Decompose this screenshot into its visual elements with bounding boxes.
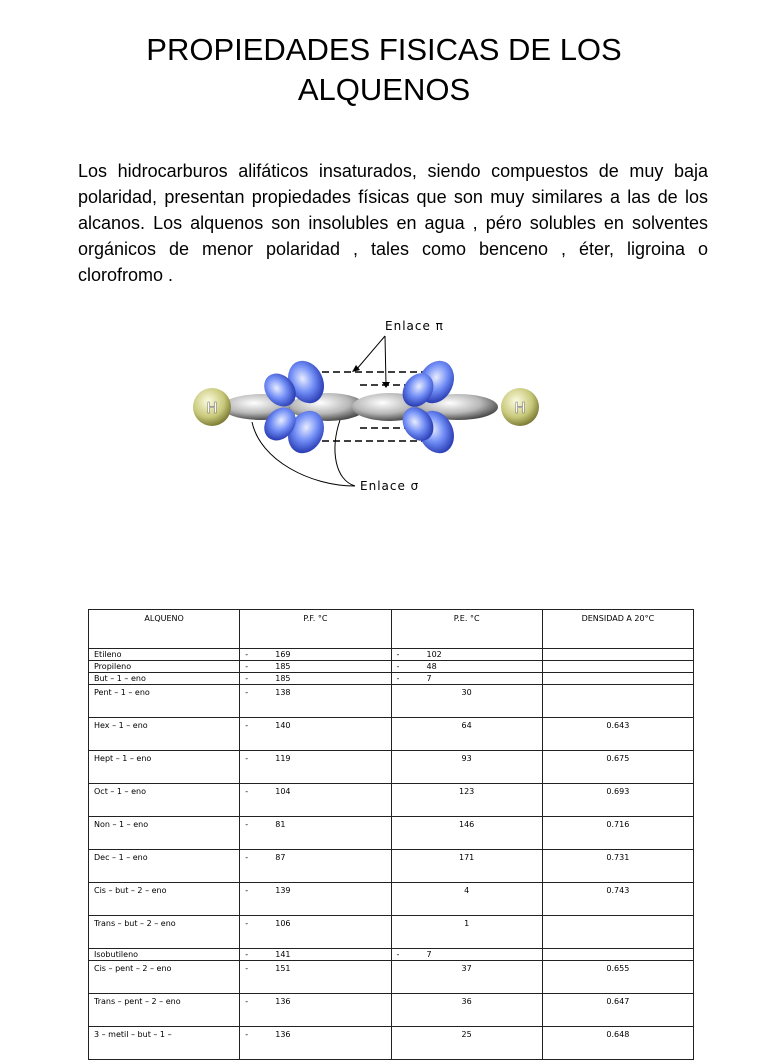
cell-densidad: 0.648 xyxy=(542,1027,693,1060)
cell-pf xyxy=(240,673,391,685)
pe-value: 146 xyxy=(458,820,475,829)
cell-alqueno: Hept – 1 – eno xyxy=(89,751,240,784)
pf-value: 119 xyxy=(275,754,291,763)
pf-sign: - xyxy=(245,1030,249,1039)
pe-value: 7 xyxy=(426,950,432,959)
pe-value: 7 xyxy=(426,674,432,683)
cell-pe xyxy=(391,883,542,916)
pe-sign: - xyxy=(396,674,400,683)
table-row xyxy=(89,751,694,784)
pe-sign: - xyxy=(396,950,400,959)
hydrogen-atom-left xyxy=(193,388,231,426)
pf-sign: - xyxy=(245,674,249,683)
cell-alqueno: Trans – but – 2 – eno xyxy=(89,916,240,949)
pe-value: 93 xyxy=(461,754,472,763)
cell-densidad xyxy=(542,685,693,718)
table-row xyxy=(89,718,694,751)
cell-pe xyxy=(391,649,542,661)
header-alqueno: ALQUENO xyxy=(89,610,240,649)
cell-densidad xyxy=(542,661,693,673)
cell-densidad xyxy=(542,949,693,961)
cell-alqueno: Cis – pent – 2 – eno xyxy=(89,961,240,994)
cell-pf xyxy=(240,883,391,916)
header-pe: P.E. °C xyxy=(391,610,542,649)
cell-alqueno: Non – 1 – eno xyxy=(89,817,240,850)
alquenos-properties-table xyxy=(88,609,694,1060)
hydrogen-atom-right xyxy=(501,388,539,426)
cell-pf xyxy=(240,685,391,718)
intro-paragraph: Los hidrocarburos alifáticos insaturados, siendo compuestos de muy baja polaridad, presentan propiedades físicas que son muy similares a las de los alcanos. Los alquenos son insolubles en agua , péro solubles en solventes orgánicos de menor polaridad , tales como benceno , éter, ligroina o clorofromo . xyxy=(78,161,708,285)
pe-value: 123 xyxy=(458,787,475,796)
atom-label-right: H xyxy=(514,399,526,417)
cell-pe xyxy=(391,1027,542,1060)
cell-densidad xyxy=(542,916,693,949)
pe-sign: - xyxy=(396,662,400,671)
cell-pf xyxy=(240,718,391,751)
pf-value: 136 xyxy=(275,997,291,1006)
pe-value: 37 xyxy=(461,964,472,973)
pi-arrows xyxy=(356,336,386,384)
cell-pf xyxy=(240,751,391,784)
cell-pf xyxy=(240,961,391,994)
pe-value: 36 xyxy=(461,997,472,1006)
pf-sign: - xyxy=(245,650,249,659)
table-row xyxy=(89,1027,694,1060)
cell-pe xyxy=(391,916,542,949)
cell-densidad: 0.731 xyxy=(542,850,693,883)
cell-pe xyxy=(391,949,542,961)
pe-value: 171 xyxy=(458,853,475,862)
cell-pe xyxy=(391,673,542,685)
cell-alqueno: Etileno xyxy=(89,649,240,661)
table-row xyxy=(89,916,694,949)
cell-pe xyxy=(391,661,542,673)
pe-value: 48 xyxy=(426,662,437,671)
table-row xyxy=(89,949,694,961)
cell-alqueno: Isobutileno xyxy=(89,949,240,961)
cell-pe xyxy=(391,961,542,994)
atom-label-left: H xyxy=(206,399,218,417)
pf-sign: - xyxy=(245,964,249,973)
pf-value: 169 xyxy=(275,650,291,659)
table-row xyxy=(89,817,694,850)
pf-sign: - xyxy=(245,950,249,959)
cell-densidad: 0.655 xyxy=(542,961,693,994)
cell-pf xyxy=(240,850,391,883)
cell-pf xyxy=(240,916,391,949)
table-body xyxy=(89,649,694,1060)
cell-pf xyxy=(240,949,391,961)
cell-densidad xyxy=(542,673,693,685)
cell-alqueno: Dec – 1 – eno xyxy=(89,850,240,883)
cell-pf xyxy=(240,994,391,1027)
page-title xyxy=(60,30,708,110)
table-row xyxy=(89,661,694,673)
cell-densidad: 0.643 xyxy=(542,718,693,751)
pf-value: 185 xyxy=(275,662,291,671)
pf-sign: - xyxy=(245,721,249,730)
cell-pe xyxy=(391,850,542,883)
cell-alqueno: But – 1 – eno xyxy=(89,673,240,685)
pf-value: 87 xyxy=(275,853,286,862)
pf-sign: - xyxy=(245,688,249,697)
pf-sign: - xyxy=(245,997,249,1006)
pf-value: 138 xyxy=(275,688,291,697)
cell-alqueno: Pent – 1 – eno xyxy=(89,685,240,718)
pf-value: 139 xyxy=(275,886,291,895)
cell-pe xyxy=(391,994,542,1027)
cell-pe xyxy=(391,784,542,817)
pf-sign: - xyxy=(245,787,249,796)
pf-sign: - xyxy=(245,820,249,829)
pe-value: 1 xyxy=(464,919,470,928)
table-row xyxy=(89,649,694,661)
pe-value: 30 xyxy=(461,688,472,697)
cell-densidad: 0.716 xyxy=(542,817,693,850)
pe-value: 4 xyxy=(464,886,470,895)
cell-alqueno: 3 – metil – but – 1 – xyxy=(89,1027,240,1060)
pf-sign: - xyxy=(245,886,249,895)
cell-pe xyxy=(391,817,542,850)
table-row xyxy=(89,994,694,1027)
pf-value: 140 xyxy=(275,721,291,730)
pf-value: 151 xyxy=(275,964,291,973)
cell-alqueno: Cis – but – 2 – eno xyxy=(89,883,240,916)
pf-value: 141 xyxy=(275,950,291,959)
pe-value: 25 xyxy=(461,1030,472,1039)
sigma-lobes xyxy=(222,393,498,421)
cell-pf xyxy=(240,661,391,673)
table-row xyxy=(89,961,694,994)
pf-value: 136 xyxy=(275,1030,291,1039)
pf-sign: - xyxy=(245,754,249,763)
sigma-bond-label: Enlace σ xyxy=(360,479,420,493)
cell-densidad: 0.743 xyxy=(542,883,693,916)
cell-densidad: 0.693 xyxy=(542,784,693,817)
title-line-2: ALQUENOS xyxy=(297,72,471,107)
cell-alqueno: Hex – 1 – eno xyxy=(89,718,240,751)
pe-value: 102 xyxy=(426,650,442,659)
cell-pf xyxy=(240,784,391,817)
cell-pe xyxy=(391,751,542,784)
table-row xyxy=(89,883,694,916)
cell-pe xyxy=(391,718,542,751)
pi-bond-label: Enlace π xyxy=(385,319,444,333)
pf-sign: - xyxy=(245,853,249,862)
pe-sign: - xyxy=(396,650,400,659)
pf-value: 106 xyxy=(275,919,291,928)
cell-densidad: 0.647 xyxy=(542,994,693,1027)
table-header-row xyxy=(89,610,694,649)
pf-value: 81 xyxy=(275,820,286,829)
cell-pf xyxy=(240,1027,391,1060)
table-row xyxy=(89,850,694,883)
cell-alqueno: Trans – pent – 2 – eno xyxy=(89,994,240,1027)
pf-value: 104 xyxy=(275,787,291,796)
cell-densidad: 0.675 xyxy=(542,751,693,784)
cell-alqueno: Oct – 1 – eno xyxy=(89,784,240,817)
pf-sign: - xyxy=(245,919,249,928)
pe-value: 64 xyxy=(461,721,472,730)
title-line-1: PROPIEDADES FISICAS DE LOS xyxy=(146,32,622,67)
header-pf: P.F. °C xyxy=(240,610,391,649)
header-densidad: DENSIDAD A 20°C xyxy=(542,610,693,649)
table-row xyxy=(89,685,694,718)
table-row xyxy=(89,784,694,817)
ethylene-orbital-diagram xyxy=(180,310,560,500)
cell-pe xyxy=(391,685,542,718)
cell-pf xyxy=(240,649,391,661)
pf-value: 185 xyxy=(275,674,291,683)
cell-pf xyxy=(240,817,391,850)
cell-densidad xyxy=(542,649,693,661)
pf-sign: - xyxy=(245,662,249,671)
cell-alqueno: Propileno xyxy=(89,661,240,673)
table-row xyxy=(89,673,694,685)
